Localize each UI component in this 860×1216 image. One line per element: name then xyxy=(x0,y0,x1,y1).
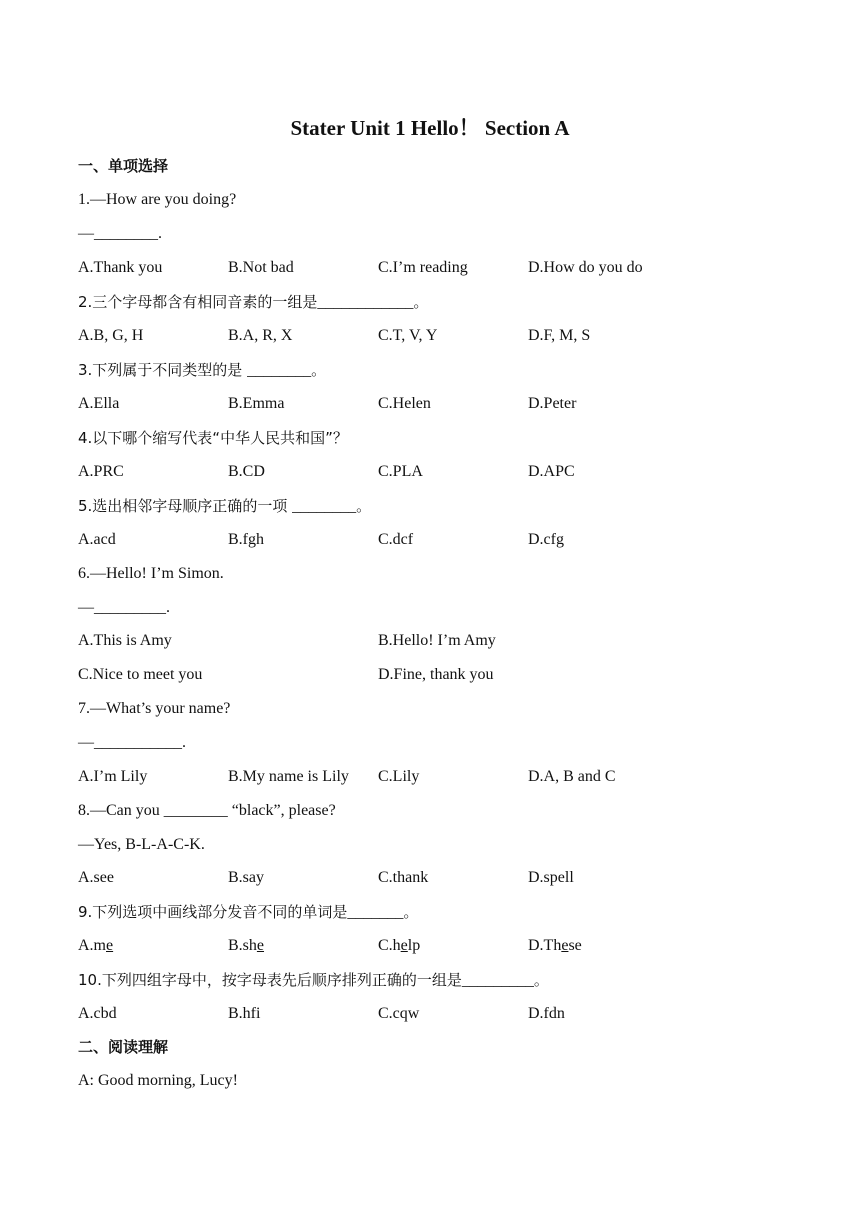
question-9-stem: 9.下列选项中画线部分发音不同的单词是_______。 xyxy=(78,903,419,921)
question-5-option-c: C.dcf xyxy=(378,531,414,548)
question-1-option-d: D.How do you do xyxy=(528,259,643,276)
question-9-option-c: C.help xyxy=(378,937,421,954)
question-3-stem: 3.下列属于不同类型的是 ________。 xyxy=(78,361,327,379)
question-6-blank: —_________. xyxy=(78,599,170,616)
section-heading-reading: 二、阅读理解 xyxy=(78,1038,169,1056)
question-7-blank: —___________. xyxy=(78,734,186,751)
question-9-option-a: A.me xyxy=(78,937,114,954)
question-6-option-c: C.Nice to meet you xyxy=(78,666,203,683)
question-1-blank: —________. xyxy=(78,225,162,242)
question-2-stem: 2.三个字母都含有相同音素的一组是____________。 xyxy=(78,293,429,311)
question-1-option-c: C.I’m reading xyxy=(378,259,468,276)
question-4-stem: 4.以下哪个缩写代表“中华人民共和国”？ xyxy=(78,429,348,447)
question-4-option-b: B.CD xyxy=(228,463,265,480)
question-10-options xyxy=(78,1002,778,1026)
question-3-option-d: D.Peter xyxy=(528,395,577,412)
page-title: Stater Unit 1 Hello！ Section A xyxy=(290,116,570,140)
question-7-option-b: B.My name is Lily xyxy=(228,768,349,785)
question-10-option-d: D.fdn xyxy=(528,1005,565,1022)
question-8-option-c: C.thank xyxy=(378,869,429,886)
question-8-answer-line: —Yes, B-L-A-C-K. xyxy=(78,836,205,853)
question-3-options xyxy=(78,392,778,416)
question-5-option-a: A.acd xyxy=(78,531,116,548)
question-7-option-d: D.A, B and C xyxy=(528,768,616,785)
question-2-option-c: C.T, V, Y xyxy=(378,327,438,344)
question-8-stem: 8.—Can you ________ “black”, please? xyxy=(78,802,336,819)
question-6-stem: 6.—Hello! I’m Simon. xyxy=(78,565,224,582)
question-5-options xyxy=(78,528,778,552)
question-3-option-b: B.Emma xyxy=(228,395,285,412)
question-5-stem: 5.选出相邻字母顺序正确的一项 ________。 xyxy=(78,497,372,515)
reading-dialogue-line-1: A: Good morning, Lucy! xyxy=(78,1072,238,1089)
question-5-option-b: B.fgh xyxy=(228,531,264,548)
question-7-stem: 7.—What’s your name? xyxy=(78,700,231,717)
question-4-option-c: C.PLA xyxy=(378,463,423,480)
question-6-options-row-2 xyxy=(78,663,778,687)
question-9-option-b: B.she xyxy=(228,937,265,954)
question-4-options xyxy=(78,460,778,484)
question-1-option-b: B.Not bad xyxy=(228,259,294,276)
question-9-option-d: D.These xyxy=(528,937,582,954)
question-1-option-a: A.Thank you xyxy=(78,259,163,276)
question-10-option-b: B.hfi xyxy=(228,1005,261,1022)
question-2-options xyxy=(78,324,778,348)
question-9-options xyxy=(78,934,778,958)
question-10-option-a: A.cbd xyxy=(78,1005,117,1022)
section-heading-multiple-choice: 一、单项选择 xyxy=(78,157,169,175)
question-3-option-a: A.Ella xyxy=(78,395,120,412)
question-6-options-row-1 xyxy=(78,629,778,653)
question-6-option-d: D.Fine, thank you xyxy=(378,666,494,683)
question-3-option-c: C.Helen xyxy=(378,395,431,412)
question-1-stem: 1.—How are you doing? xyxy=(78,191,237,208)
question-10-stem: 10.下列四组字母中，按字母表先后顺序排列正确的一组是_________。 xyxy=(78,971,549,989)
question-7-option-c: C.Lily xyxy=(378,768,420,785)
question-2-option-b: B.A, R, X xyxy=(228,327,293,344)
question-2-option-a: A.B, G, H xyxy=(78,327,144,344)
question-6-option-b: B.Hello! I’m Amy xyxy=(378,632,496,649)
question-8-options xyxy=(78,866,778,890)
question-8-option-b: B.say xyxy=(228,869,264,886)
question-7-option-a: A.I’m Lily xyxy=(78,768,148,785)
question-6-option-a: A.This is Amy xyxy=(78,632,172,649)
question-10-option-c: C.cqw xyxy=(378,1005,420,1022)
question-7-options xyxy=(78,765,778,789)
question-5-option-d: D.cfg xyxy=(528,531,564,548)
question-8-option-a: A.see xyxy=(78,869,114,886)
question-4-option-a: A.PRC xyxy=(78,463,124,480)
question-2-option-d: D.F, M, S xyxy=(528,327,591,344)
question-8-option-d: D.spell xyxy=(528,869,574,886)
question-1-options xyxy=(78,256,778,280)
question-4-option-d: D.APC xyxy=(528,463,575,480)
